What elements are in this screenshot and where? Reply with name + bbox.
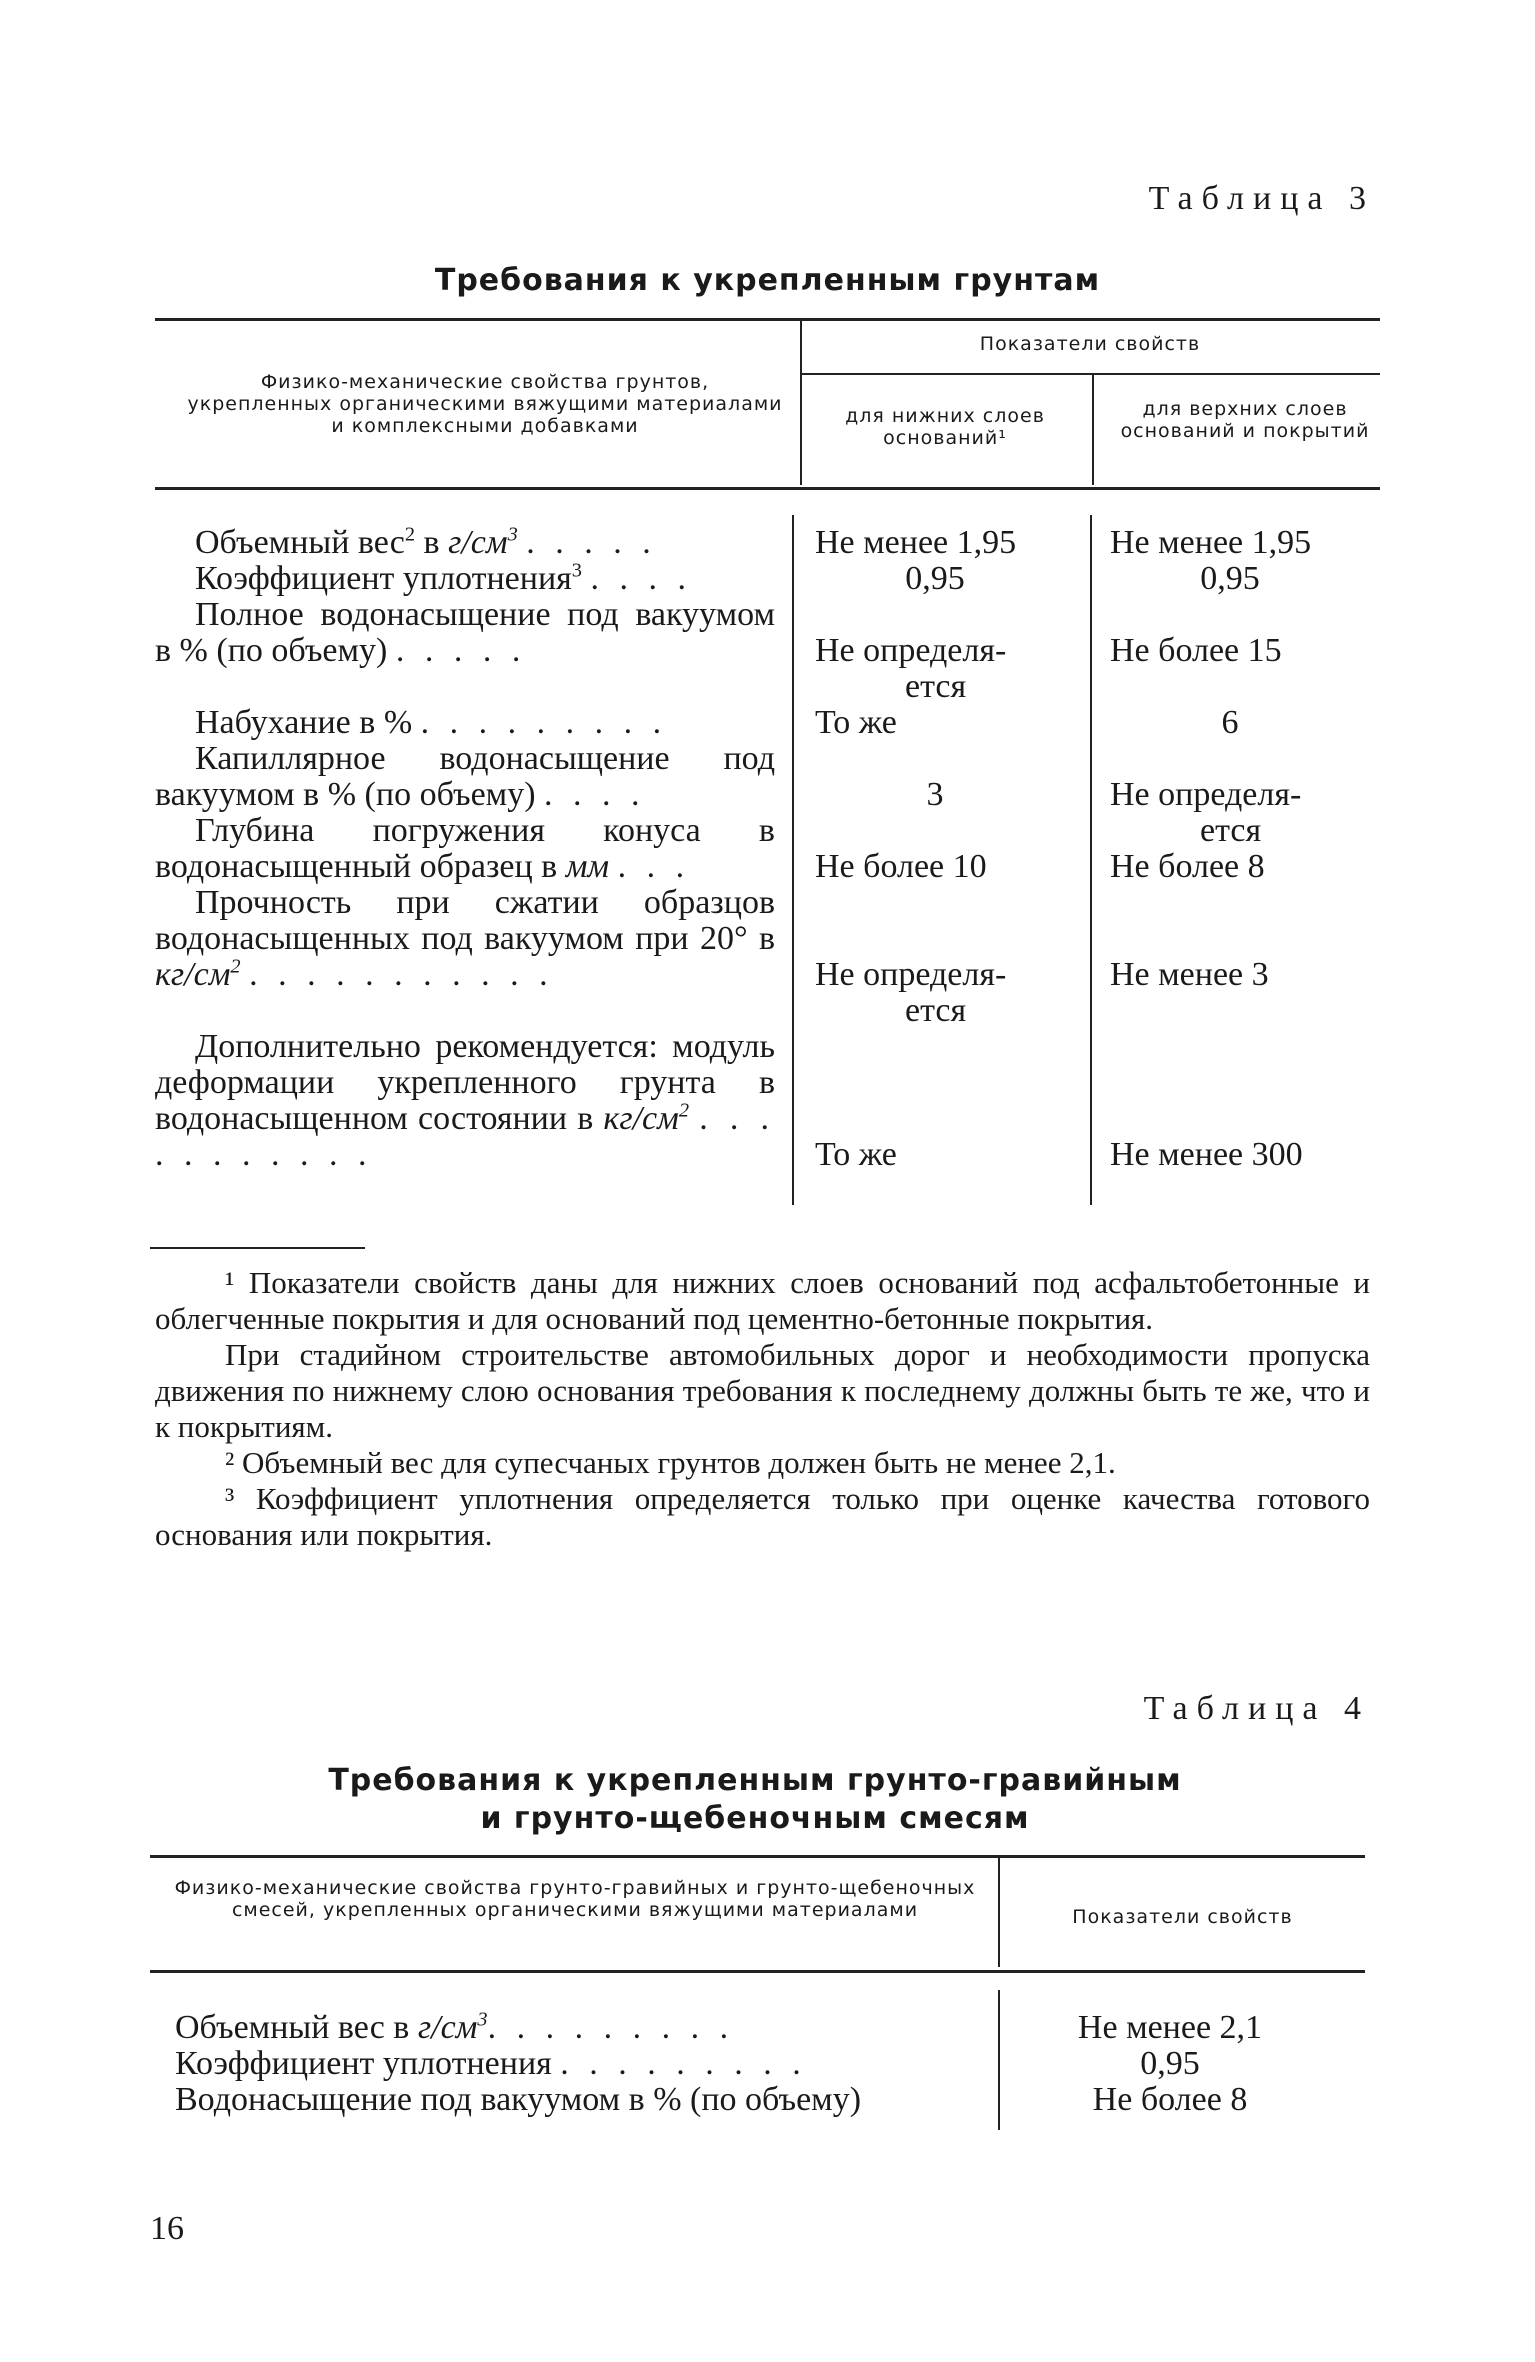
table3-title: Требования к укрепленным грунтам: [434, 263, 1101, 298]
table4-title-line2: и грунто-щебеночным смесям: [480, 1801, 1030, 1836]
table3-header-divider-2: [1092, 375, 1094, 485]
table4-row-3-value: Не более 8: [1092, 2081, 1248, 2118]
table4-row-2-property: Коэффициент уплотнения . . . . . . . . .: [175, 2045, 807, 2082]
table3-row-2-lower: 0,95: [905, 560, 965, 597]
table3-header-col3: для верхних слоев оснований и покрытий: [1120, 398, 1370, 442]
table4-row-1-property: Объемный вес в $г/см^3$. . . . . . . . .: [175, 2008, 735, 2046]
table3-row-8-lower: То же: [815, 1136, 897, 1173]
table3-row-2-property: Коэффициент уплотнения$^3$ . . . .: [195, 559, 692, 597]
table3-row-6-lower: Не более 10: [815, 848, 987, 885]
table3-row-1-property: Объемный вес$^2$ в $г/см^3$ . . . . .: [195, 523, 657, 561]
table3-row-3-property: Полное водонасыщение под вакуумом в % (по объему) . . . . .: [155, 596, 775, 669]
table3-row-1-upper: Не менее 1,95: [1110, 524, 1312, 561]
table3-header-group-rule: [800, 373, 1380, 375]
table3-row-5-lower: 3: [926, 776, 944, 813]
footnote-3: ³ Коэффициент уплотнения определяется только при оценке качества готового основания или покрытия.: [155, 1481, 1370, 1552]
table3-row-4-property: Набухание в % . . . . . . . . .: [195, 704, 668, 741]
table4-row-1-value: Не менее 2,1: [1077, 2009, 1263, 2046]
table4-header-col1: Физико-механические свойства грунто-гравийных и грунто-щебеночных смесей, укрепленных органическими вяжущими материалами: [174, 1877, 976, 1921]
table3-row-4-lower: То же: [815, 704, 897, 741]
footnote-2: ² Объемный вес для супесчаных грунтов должен быть не менее 2,1.: [225, 1445, 1116, 1480]
table3-row-8-upper: Не менее 300: [1110, 1136, 1303, 1173]
table3-row-3-lower: Не определя- ется: [815, 632, 1007, 705]
table3-body-divider-2: [1090, 515, 1092, 1205]
table4-header-col2: Показатели свойств: [1072, 1906, 1293, 1928]
page-number: 16: [150, 2210, 184, 2247]
table4-header-bottom-rule: [150, 1970, 1365, 1973]
table3-row-4-upper: 6: [1221, 704, 1239, 741]
table3-body-divider-1: [792, 515, 794, 1205]
table3-header-group: Показатели свойств: [979, 333, 1201, 355]
table4-top-rule: [150, 1855, 1365, 1858]
table3-header-col1: Физико-механические свойства грунтов, укрепленных органическими вяжущими материалами и комплексными добавками: [187, 371, 783, 437]
footnote-1-continued: При стадийном строительстве автомобильных дорог и необходимости пропуска движения по нижнему слою основания требования к последнему должны быть те же, что и к покрытиям.: [155, 1337, 1370, 1444]
table3-row-7-lower: Не определя- ется: [815, 956, 1007, 1029]
table4-row-3-property: Водонасыщение под вакуумом в % (по объему): [175, 2081, 862, 2118]
table4-body-divider: [998, 1990, 1000, 2130]
footnote-1: ¹ Показатели свойств даны для нижних слоев оснований под асфальтобетонные и облегченные покрытия и для оснований под цементно-бетонные покрытия.: [155, 1265, 1370, 1336]
table3-row-7-property: Прочность при сжатии образцов водонасыщенных под вакуумом при 20° в $кг/см^2$ . . . . . . . . . . .: [155, 884, 775, 993]
table3-row-6-upper: Не более 8: [1110, 848, 1265, 885]
table3-row-5-property: Капиллярное водонасыщение под вакуумом в % (по объему) . . . .: [155, 740, 775, 813]
table4-row-2-value: 0,95: [1140, 2045, 1200, 2082]
table3-row-8-property: Дополнительно рекомендуется: модуль деформации укрепленного грунта в водонасыщенном состоянии в $кг/см^2$ . . . . . . . . . . .: [155, 1028, 775, 1173]
footnotes: [155, 1265, 1370, 1553]
table4-title-line1: Требования к укрепленным грунто-гравийным: [328, 1763, 1182, 1798]
footnote-separator: [150, 1247, 365, 1249]
table3-top-rule: [155, 318, 1380, 321]
table3-row-1-lower: Не менее 1,95: [815, 524, 1017, 561]
table3-header-col2: для нижних слоев оснований¹: [845, 405, 1045, 449]
table3-label: Таблица 3: [1148, 180, 1375, 217]
table3-header-bottom-rule: [155, 487, 1380, 490]
table3-row-2-upper: 0,95: [1200, 560, 1260, 597]
table4-label: Таблица 4: [1143, 1690, 1370, 1727]
table3-row-7-upper: Не менее 3: [1110, 956, 1269, 993]
table3-row-6-property: Глубина погружения конуса в водонасыщенный образец в мм . . .: [155, 812, 775, 885]
table3-row-3-upper: Не более 15: [1110, 632, 1282, 669]
table3-row-5-upper: Не определя- ется: [1110, 776, 1302, 849]
